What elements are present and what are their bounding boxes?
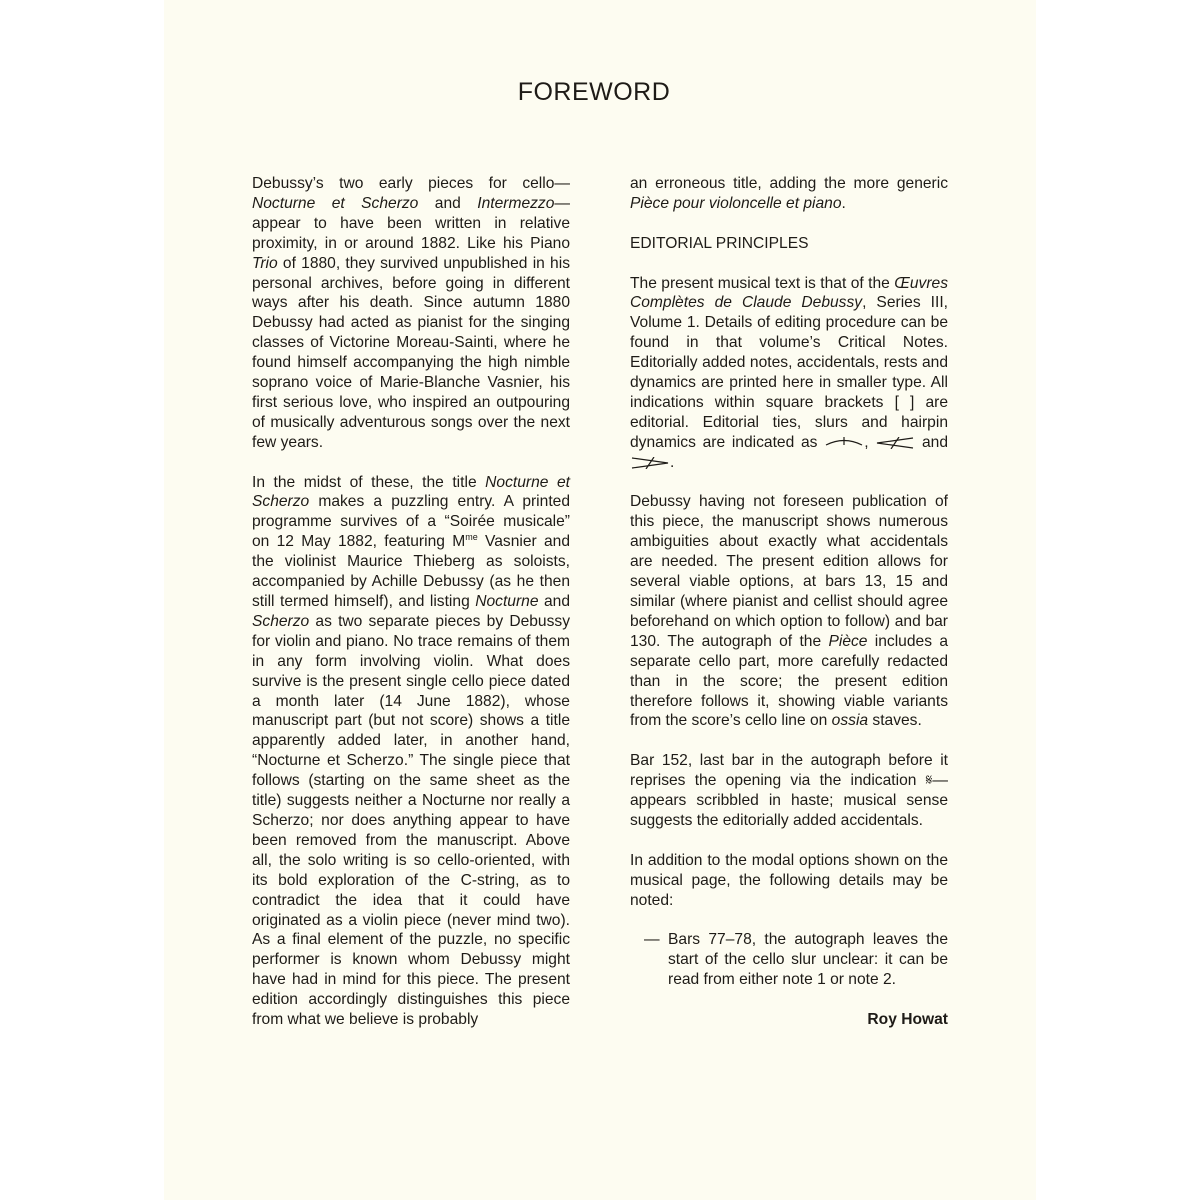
superscript: me bbox=[465, 532, 478, 543]
italic-term: ossia bbox=[831, 712, 869, 730]
editorial-crescendo-hairpin-icon bbox=[875, 437, 915, 449]
text-run: includes a separate cello part, more carefully redacted than in the score; the present edition therefore follows it, showing viable variants from the score’s cello line on bbox=[630, 632, 948, 730]
continuation-paragraph bbox=[630, 174, 948, 214]
text-run: and bbox=[538, 593, 570, 611]
text-run: Vasnier and the violinist Maurice Thieberg as soloists, accompanied by Achille Debussy (as he then still termed himself), and listing bbox=[252, 533, 570, 611]
editorial-tie-icon bbox=[824, 437, 864, 449]
text-run: —appear to have been written in relative proximity, in or around 1882. Like his Piano bbox=[252, 194, 570, 252]
italic-title: Œuvres Complètes de Claude Debussy bbox=[630, 274, 948, 312]
section-heading: EDITORIAL PRINCIPLES bbox=[630, 234, 809, 252]
author-signature: Roy Howat bbox=[867, 1010, 948, 1028]
text-run: . bbox=[841, 194, 846, 212]
text-run: . bbox=[670, 453, 675, 471]
segno-icon: 𝄋 bbox=[925, 772, 933, 790]
editorial-paragraph bbox=[630, 274, 948, 473]
text-run: In the midst of these, the title bbox=[252, 473, 486, 491]
italic-title: Nocturne et Scherzo bbox=[252, 194, 419, 212]
italic-title: Trio bbox=[252, 254, 278, 272]
text-run: as two separate pieces by Debussy for violin and piano. No trace remains of them in any form involving violin. What does survive is the present single cello piece dated a month later (14 June 1882), whose manuscript part (but not score) shows a title apparently added later, in another hand, “Nocturne et Scherzo.” The single piece that follows (starting on the same sheet as the title) suggests neither a Nocturne nor really a Scherzo; nor does anything appear to have been removed from the manuscript. Above all, the solo writing is so cello-oriented, with its bold exploration of the C-string, as to contradict the idea that it could have originated as a violin piece (never mind two). As a final element of the puzzle, no specific performer is known whom Debussy might have had in mind for this piece. The present edition accordingly distinguishes this piece from what we believe is probably bbox=[252, 612, 570, 1029]
italic-title: Intermezzo bbox=[477, 194, 555, 212]
page-title: FOREWORD bbox=[517, 78, 671, 106]
history-paragraph bbox=[252, 473, 570, 1030]
italic-title: Pièce bbox=[828, 632, 868, 650]
text-run: —appears scribbled in haste; musical sense suggests the editorially added accidentals. bbox=[630, 772, 948, 829]
text-run: The present musical text is that of the bbox=[630, 274, 895, 292]
accidentals-paragraph bbox=[630, 492, 948, 731]
text-run: of 1880, they survived unpublished in his personal archives, before going in different ways after his death. Since autumn 1880 Debussy had acted as pianist for the singing classes of Victorine Moreau-Sainti, where he found himself accompanying the high nimble soprano voice of Marie-Blanche Vasnier, his first serious love, who inspired an outpouring of musically adventurous songs over the next few years. bbox=[252, 254, 570, 451]
list-dash: — bbox=[644, 931, 660, 949]
italic-title: Nocturne et Scherzo bbox=[252, 473, 570, 511]
details-paragraph: In addition to the modal options shown on the musical page, the following details may be noted: bbox=[630, 851, 948, 909]
editorial-diminuendo-hairpin-icon bbox=[630, 457, 670, 469]
text-run: , Series III, Volume 1. Details of editing procedure can be found in that volume’s Critical Notes. Editorially added notes, accidentals, rests and dynamics are printed here in smaller type. All indications within square brackets [ ] are editorial. Editorial ties, slurs and hairpin dynamics are indicated as bbox=[630, 294, 948, 451]
text-run: makes a puzzling entry. A printed programme survives of a “Soirée musicale” on 12 May 1882, featuring M bbox=[252, 493, 570, 551]
text-run: Debussy’s two early pieces for cello— bbox=[252, 175, 570, 192]
left-column bbox=[252, 174, 570, 1050]
text-run: Debussy having not foreseen publication of this piece, the manuscript shows numerous ambiguities about exactly what accidentals are needed. The present edition allows for several viable options, at bars 13, 15 and similar (where pianist and cellist should agree beforehand on which option to follow) and bar 130. The autograph of the bbox=[630, 493, 948, 650]
text-run: and bbox=[915, 433, 949, 451]
document-page bbox=[164, 0, 1036, 1200]
text-run: an erroneous title, adding the more generic bbox=[630, 175, 948, 192]
text-run: Bar 152, last bar in the autograph before it reprises the opening via the indication bbox=[630, 752, 948, 790]
intro-paragraph bbox=[252, 174, 570, 453]
details-list-item bbox=[644, 930, 948, 990]
list-item-text: Bars 77–78, the autograph leaves the start of the cello slur unclear: it can be read from either note 1 or note 2. bbox=[668, 931, 948, 989]
text-run: , bbox=[864, 433, 869, 451]
text-run: staves. bbox=[868, 712, 922, 730]
right-column bbox=[630, 174, 948, 1050]
italic-title: Scherzo bbox=[252, 612, 310, 630]
italic-title: Nocturne bbox=[475, 593, 539, 611]
italic-title: Pièce pour violoncelle et piano bbox=[630, 194, 842, 212]
text-run: and bbox=[418, 194, 478, 212]
bar-152-paragraph bbox=[630, 751, 948, 831]
